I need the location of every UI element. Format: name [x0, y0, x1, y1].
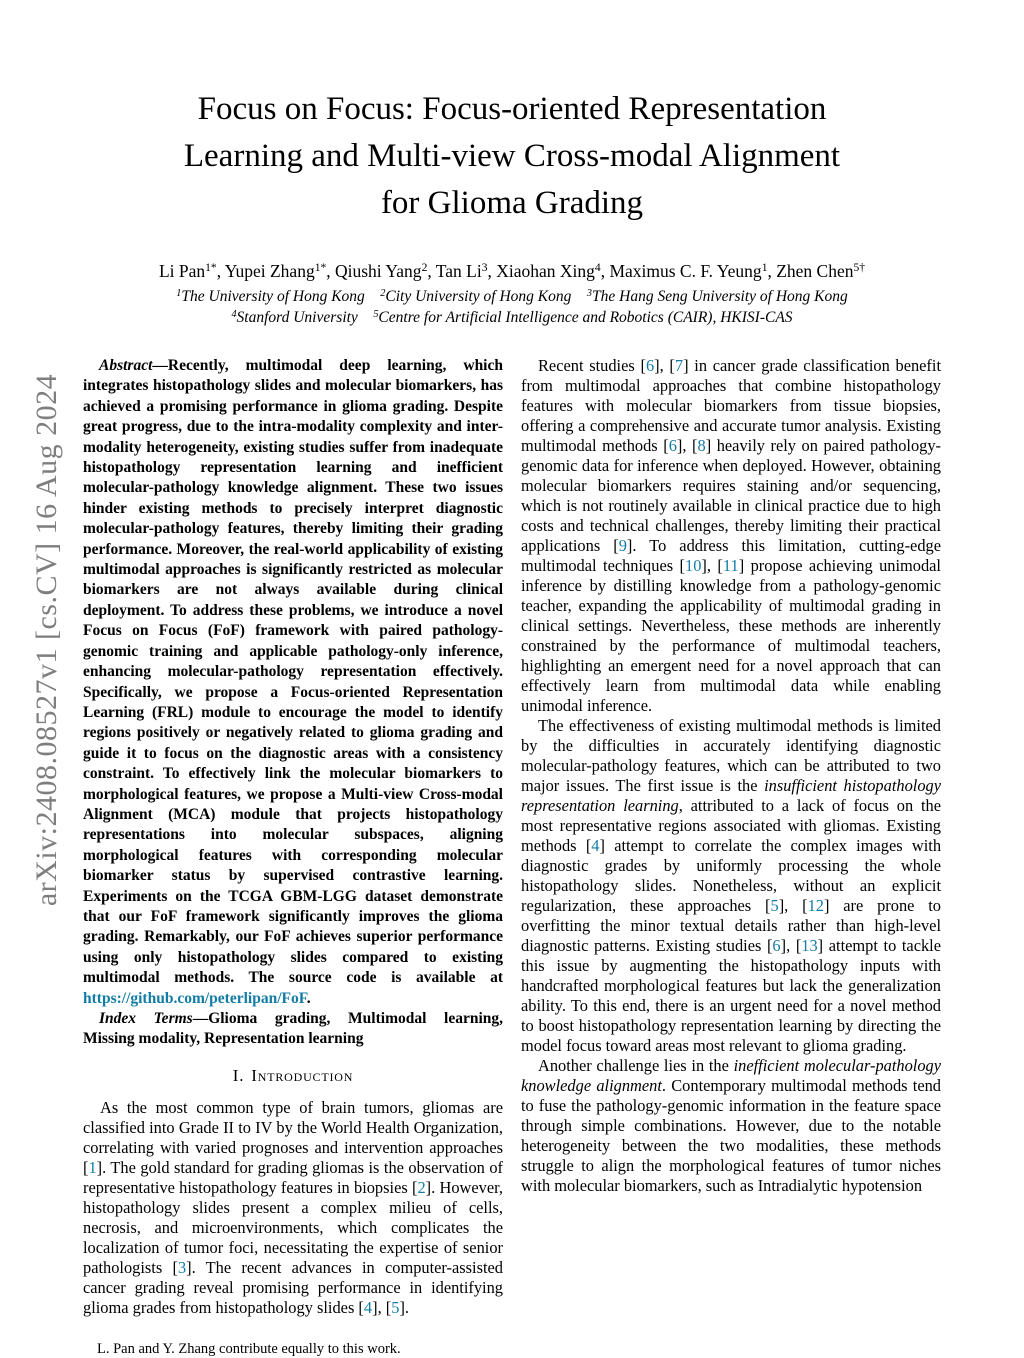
citation-ref[interactable]: [6]	[766, 936, 787, 955]
text-segment: —Recently, multimodal deep learning, which integrates histopathology slides and molecular biomarkers, has achieved a promising performance in glioma grading. Despite great progress, due to the intra-modality complexity and inter-modality heterogeneity, existing studies suffer from inadequate histopathology representation learning and inefficient molecular-pathology knowledge alignment. These two issues hinder existing methods to precisely interpret diagnostic molecular-pathology features, thereby limiting their grading performance. Moreover, the real-world applicability of existing multimodal approaches is significantly restricted as molecular biomarkers are not always available during clinical deployment. To address these problems, we introduce a novel Focus on Focus (FoF) framework with paired pathology-genomic training and applicable pathology-only inference, enhancing molecular-pathology representation effectively. Specifically, we propose a Focus-oriented Representation Learning (FRL) module to encourage the model to identify regions positively or negatively related to glioma grading and guide it to focus on the diagnostic areas with a consistency constraint. To effectively link the molecular biomarkers to morphological features, we propose a Multi-view Cross-modal Alignment (MCA) module that projects histopathology representations into molecular subspaces, aligning morphological features with corresponding molecular biomarker status by supervised contrastive learning. Experiments on the TCGA GBM-LGG dataset demonstrate that our FoF framework significantly improves the glioma grading. Remarkably, our FoF achieves superior performance using only histopathology slides compared to existing multimodal methods. The source code is available at	[83, 357, 503, 987]
text-segment: propose achieving unimodal inference by distilling knowledge from a pathology-genomic teacher, expanding the applicability of multimodal grading in clinical settings. Nevertheless, these methods are inherently constrained by the performance of multimodal teachers, highlighting an emergent need for a novel approach that can effectively learn from multimodal data while enabling unimodal inference.	[521, 556, 941, 715]
text-segment: heavily rely on paired pathology-genomic data for inference when deployed. However, obtaining molecular biomarkers requires staining and/or sequencing, which is not routinely available in clinical practice due to high costs and technical challenges, thereby limiting their practical applications	[521, 436, 941, 555]
affiliations	[0, 286, 1024, 328]
citation-ref[interactable]: [6]	[663, 436, 683, 455]
superscript-marker: 1*	[314, 262, 327, 275]
introduction-paragraph-3	[521, 716, 941, 1056]
text-segment: , attributed to a lack of focus on the most representative regions associated with gliomas. Existing methods	[521, 796, 941, 855]
citation-ref[interactable]: [12]	[802, 896, 830, 915]
superscript-marker: 5†	[853, 262, 866, 275]
superscript-marker: 4	[231, 308, 237, 320]
text-segment: attempt to tackle this issue by augmenting the histopathology inputs with handcrafted morphological features but lack the generalization ability. To this end, there is an urgent need for a novel method to boost histopathology representation learning by directing the model focus toward areas most relevant to glioma grading.	[521, 936, 941, 1055]
paper-header	[0, 86, 1024, 328]
text-segment: The effectiveness of existing multimodal methods is limited by the difficulties in accurately identifying diagnostic molecular-pathology features, which can be attributed to two major issues. The first issue is the	[521, 716, 941, 795]
text-segment: —Glioma grading, Multimodal learning, Missing modality, Representation learning	[83, 1010, 503, 1048]
affiliations-line-2	[0, 307, 1024, 328]
citation-number: 8	[697, 436, 706, 455]
citation-number: 7	[674, 356, 684, 375]
text-segment: ,	[706, 556, 718, 575]
citation-number: 5	[770, 896, 779, 915]
text-segment: . To address this limitation, cutting-edge multimodal techniques	[521, 536, 941, 575]
text-segment	[365, 288, 381, 305]
citation-number: 9	[618, 536, 627, 555]
citation-number: 5	[391, 1297, 400, 1317]
paper-title-line-3: for Glioma Grading	[380, 185, 644, 221]
citation-ref[interactable]: [13]	[795, 936, 824, 955]
superscript-marker: 4	[594, 262, 601, 275]
citation-ref[interactable]: [10]	[679, 556, 707, 575]
text-segment: , Tan Li	[427, 261, 482, 281]
arxiv-watermark: arXiv:2408.08527v1 [cs.CV] 16 Aug 2024	[30, 373, 63, 907]
section-heading-introduction	[83, 1066, 503, 1086]
text-segment: ,	[659, 356, 670, 375]
citation-ref[interactable]: [6]	[640, 356, 660, 375]
superscript-marker: 5	[373, 308, 379, 320]
text-segment: Centre for Artificial Intelligence and Robotics (CAIR), HKISI-CAS	[378, 309, 793, 326]
citation-ref[interactable]: [8]	[692, 436, 712, 455]
citation-ref[interactable]: [3]	[172, 1257, 192, 1277]
citation-ref[interactable]: [2]	[411, 1177, 432, 1197]
citation-ref[interactable]: [7]	[669, 356, 689, 375]
text-segment: The University of Hong Kong	[181, 288, 365, 305]
text-segment: attempt to correlate the complex images with diagnostic grades by uniformly processing the whole histopathology slides. Nonetheless, without an explicit regularization, these approaches	[521, 836, 942, 915]
equal-contribution-footnote: L. Pan and Y. Zhang contribute equally to this work.	[97, 1340, 401, 1357]
text-segment: inefficient molecular-pathology knowledge alignment	[521, 1056, 942, 1095]
citation-number: 11	[722, 556, 739, 575]
text-segment	[358, 309, 374, 326]
superscript-marker: 1*	[205, 262, 217, 275]
text-segment: , Yupei Zhang	[216, 261, 315, 281]
citation-number: 10	[685, 556, 702, 575]
section-number: I.	[232, 1065, 245, 1085]
citation-number: 3	[177, 1257, 187, 1277]
abstract-paragraph	[83, 356, 503, 1009]
citation-number: 4	[363, 1297, 373, 1317]
introduction-paragraph-2	[521, 356, 941, 716]
citation-ref[interactable]: [1]	[83, 1157, 103, 1177]
left-column	[83, 356, 503, 1358]
citation-number: 13	[801, 936, 818, 955]
text-segment: ,	[682, 436, 693, 455]
text-segment: Index Terms	[99, 1010, 193, 1027]
superscript-marker: 3	[586, 287, 592, 299]
text-segment: Another challenge lies in the	[538, 1056, 734, 1075]
citation-ref[interactable]: [5]	[765, 896, 785, 915]
section-title: Introduction	[251, 1065, 354, 1085]
source-code-link[interactable]: https://github.com/peterlipan/FoF	[83, 989, 307, 1007]
text-segment: . Contemporary multimodal methods tend to fuse the pathology-genomic information in the feature space through simple combinations. However, due to the notable heterogeneity between the two modalities, these methods struggle to align the morphological features of tumor niches with molecular biomarkers, such as Intradialytic hypotension	[521, 1076, 941, 1195]
text-segment: , Zhen Chen	[767, 261, 854, 281]
text-segment: , Xiaohan Xing	[487, 261, 595, 281]
citation-ref[interactable]: [11]	[717, 556, 745, 575]
citation-ref[interactable]: [4]	[585, 836, 605, 855]
text-segment: ,	[784, 896, 803, 915]
paper-title-line-1: Focus on Focus: Focus-oriented Representation	[197, 91, 827, 127]
citation-ref[interactable]: [5]	[385, 1297, 405, 1317]
text-segment: Recent studies	[538, 356, 641, 375]
text-segment: . However, histopathology slides present a complex milieu of cells, necrosis, and microenvironments, which complicates the localization of tumor foci, necessitating the expertise of senior pathologists	[83, 1177, 503, 1277]
text-segment: insufficient histopathology representation learning	[521, 776, 941, 815]
text-segment: Li Pan	[158, 261, 206, 281]
superscript-marker: 1	[176, 287, 182, 299]
two-column-body	[83, 356, 941, 1358]
text-segment: ,	[377, 1297, 386, 1317]
superscript-marker: 1	[761, 262, 768, 275]
citation-number: 6	[645, 356, 655, 375]
text-segment: . The recent advances in computer-assisted cancer grading reveal promising performance in identifying glioma grades from histopathology slides	[83, 1257, 504, 1317]
citation-number: 6	[668, 436, 677, 455]
text-segment: The Hang Seng University of Hong Kong	[592, 288, 848, 305]
text-segment: Abstract	[99, 357, 153, 374]
text-segment: As the most common type of brain tumors, gliomas are classified into Grade II to IV by the World Health Organization, correlating with varied prognoses and intervention approaches	[83, 1097, 503, 1157]
paper-title	[82, 86, 942, 227]
text-segment: ,	[786, 936, 796, 955]
paper-title-line-2: Learning and Multi-view Cross-modal Alignment	[183, 138, 841, 174]
citation-number: 2	[417, 1177, 426, 1197]
authors-line	[0, 260, 1024, 282]
text-segment: , Maximus C. F. Yeung	[600, 261, 762, 281]
citation-number: 12	[807, 896, 824, 915]
text-segment: Stanford University	[236, 309, 358, 326]
superscript-marker: 3	[481, 262, 488, 275]
text-segment: .	[306, 989, 311, 1007]
citation-number: 4	[591, 836, 600, 855]
text-segment	[571, 288, 587, 305]
text-segment: are prone to overfitting the minor textual details rather than high-level diagnostic patterns. Existing studies	[521, 896, 941, 955]
text-segment: in cancer grade classification benefit from multimodal approaches that combine histopathology features with molecular biomarkers from tissue biopsies, offering a comprehensive and accurate tumor analysis. Existing multimodal methods	[521, 356, 941, 455]
citation-ref[interactable]: [4]	[358, 1297, 378, 1317]
introduction-paragraph-4	[521, 1056, 941, 1196]
text-segment: , Qiushi Yang	[326, 261, 422, 281]
superscript-marker: 2	[421, 262, 428, 275]
text-segment: . The gold standard for grading gliomas is the observation of representative histopathology features in biopsies	[83, 1157, 503, 1197]
citation-number: 1	[88, 1157, 97, 1177]
introduction-paragraph-1	[83, 1098, 503, 1318]
text-segment: .	[404, 1297, 410, 1317]
citation-ref[interactable]: [9]	[613, 536, 633, 555]
right-column	[521, 356, 941, 1196]
citation-number: 6	[772, 936, 781, 955]
affiliations-line-1	[0, 286, 1024, 307]
superscript-marker: 2	[380, 287, 386, 299]
text-segment: City University of Hong Kong	[385, 288, 572, 305]
index-terms-paragraph	[83, 1009, 503, 1050]
